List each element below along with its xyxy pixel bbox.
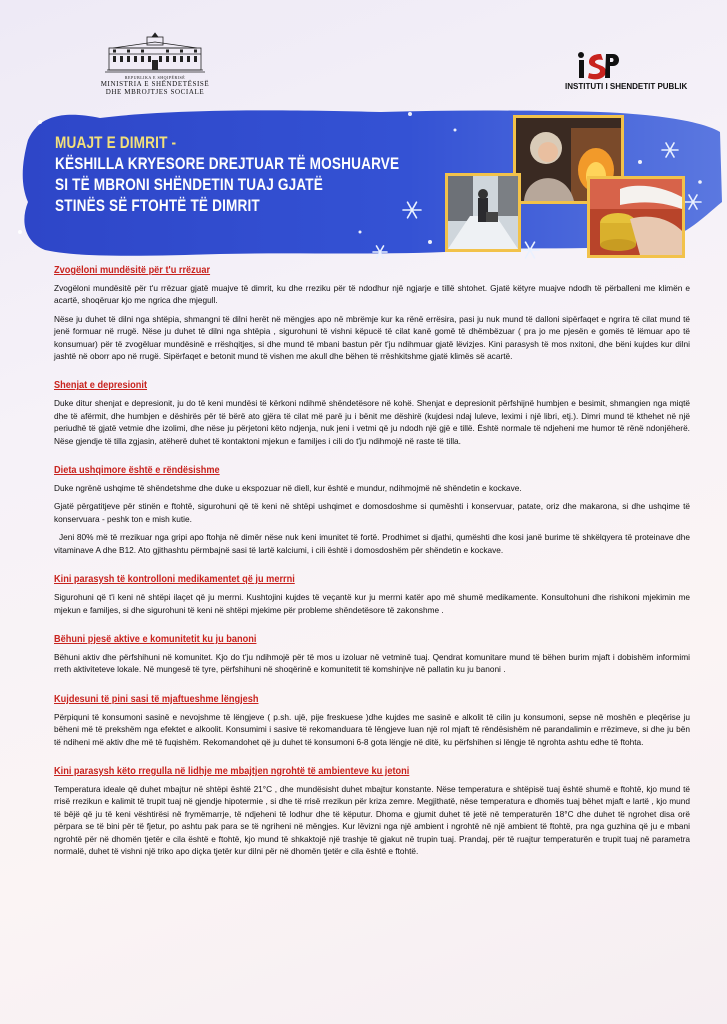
section-paragraph: Duke ngrënë ushqime të shëndetshme dhe duke u ekspozuar në diell, kur është e mundur, ndihmojmë në shëndetin e kockave. bbox=[54, 483, 522, 494]
section-paragraph: Temperatura ideale që duhet mbajtur në shtëpi është 21°C , dhe mundësisht duhet mbajtur konstante. Nëse temperatura e shtëpisë tuaj është shumë e ftohtë, kjo mund të rrisë rrezikun e kalimit të trupit tuaj në gjendje hipotermie , si dhe të rrisë rrezikun për kriza zemre. Megjithatë, nëse temperatura e dhomës tuaj bëhet mjaft e lartë , kjo mund të bëjë që ju të keni vështirësi në frymëmarrje, të ndjeheni të lodhur dhe të këputur. Dhoma e gjumit duhet të jetë në temperaturën 18°C dhe duhet të ngrohet disa orë përpara se të bini për të fjetur, po ashtu pak para se të ngriheni në mëngjes. Kur lëvizni nga një ambient i ngrohtë në një ambient të ftohtë, pra nga guzhina që ju e mbani ngrohtë për në dhomën tjetër e cila është e ftohtë, kjo mund të shkaktojë një trashje të gjakut në trupin tuaj. Prandaj, për të ruajtur temperaturën e trupit tuaj në parametra normalë, duhet të vishni një triko apo diçka tjetër kur dilni për në dhomën tjetër e cila është e ftohtë. bbox=[54, 783, 690, 856]
section-heading: Kini parasysh të kontrolloni medikamentet që ju merrni bbox=[54, 574, 295, 586]
section-heading: Zvogëloni mundësitë për t'u rrëzuar bbox=[54, 265, 211, 276]
photo-snowy-street bbox=[445, 173, 521, 252]
section-paragraph: Jeni 80% më të rrezikuar nga gripi apo ftohja në dimër nëse nuk keni imunitet të fortë. Prodhimet si djathi, qumështi dhe kosi janë burime të shkëlqyera të proteinave dhe vitaminave A dhe B12. Ato gjithashtu përmbajnë sasi të lartë kalciumi, i cili është i domosdoshëm për shëndetin e kockave. bbox=[54, 532, 690, 555]
title-line1: MUAJT E DIMRIT - bbox=[55, 133, 177, 152]
isp-logo bbox=[565, 50, 688, 91]
section-heating bbox=[54, 766, 690, 857]
section-paragraph: Duke ditur shenjat e depresionit, ju do të keni mundësi të kërkoni ndihmë shëndetësore në kohë. Shenjat e depresionit përfshijnë humbjen e besimit, shmangien nga miqtë dhe të afërmit, dhe humbjen e dëshirës për të bërë ato gjëra të cilat më parë ju i bënit me dëshirë (kujdesi ndaj luleve, leximi i një libri, etj.). Dimri mund të kthehet në një periudhë të gjatë vetmie dhe izolimi, dhe nëse ju përjetoni këto ndjenja, nuk jeni i vetmi që ju ndodh një gjë e tillë. Është normale të ndjeheni me humor të rënë ndonjëherë. Nëse gjendje të tilla zgjasin, atëherë duhet të kontaktoni mjekun e familjes i cili do t'ju ndihmojë në raste të tilla. bbox=[54, 398, 690, 446]
section-heading: Kini parasysh këto rregulla në lidhje me mbajtjen ngrohtë të ambienteve ku jetoni bbox=[54, 765, 410, 777]
institute-name: INSTITUTI I SHENDETIT PUBLIK bbox=[565, 82, 688, 91]
section-paragraph: Nëse ju duhet të dilni nga shtëpia, shmangni të dilni herët në mëngjes apo në mbrëmje kur ka rënë errësira, pasi ju nuk mund të dalloni sipërfaqet e ngrira të cilat mund të jenë formuar në rrugë. Nëse ju duhet të dilni nga shtëpia , sigurohuni të vishni këpucë të cilat kanë gomë të dhëmbëzuar ( pra jo me pjesën e gomës të lëmuar apo të konsumuar) për të zvogëluar mundësinë e rrëshqitjes, si dhe mund të mbani bastun për t'ju ndihmuar gjatë lëvizjes. Kini parasysh të mos nxitoni, dhe bëni kujdes kur dilni jashtë në oborr apo në rrugë. Sipërfaqet e betonit mund të vishen me akull dhe bëhen të rrëshkitshme gjatë klimës së acartë. bbox=[54, 313, 690, 362]
title-line3: SI TË MBRONI SHËNDETIN TUAJ GJATË bbox=[55, 175, 323, 194]
section-medications bbox=[54, 574, 690, 616]
ministry-building-icon bbox=[103, 30, 207, 74]
section-heading: Dieta ushqimore është e rëndësishme bbox=[54, 465, 220, 477]
section-paragraph: Zvogëloni mundësitë për t'u rrëzuar gjatë muajve të dimrit, ku dhe rreziku për të ndodhur një ngjarje e tillë shtohet. Gjatë këtyre muajve ndodh të përballeni me klimën e acartë, shoqëruar kjo me ngrica dhe mjegull. bbox=[54, 283, 690, 306]
section-heading: Shenjat e depresionit bbox=[54, 380, 148, 392]
section-paragraph: Sigurohuni që t'i keni në shtëpi ilaçet që ju merrni. Kushtojini kujdes të veçantë kur ju merrni katër apo më shumë medikamente. Konsultohuni dhe rishikoni mjekimin me mjekun e familjes, si dhe sigurohuni të keni në shtëpi mjekime për probleme shëndetësore të zakonshme . bbox=[54, 592, 690, 615]
section-depression bbox=[54, 380, 690, 447]
header bbox=[0, 0, 727, 100]
section-heading: Bëhuni pjesë aktive e komunitetit ku ju banoni bbox=[54, 633, 257, 645]
title-line4: STINËS SË FTOHTË TË DIMRIT bbox=[55, 196, 260, 215]
ministry-logo bbox=[95, 30, 215, 96]
poster-title bbox=[55, 132, 445, 216]
ministry-line2: MINISTRIA E SHËNDETËSISË bbox=[100, 80, 210, 88]
ministry-line1: REPUBLIKA E SHQIPËRISË bbox=[124, 75, 186, 80]
ministry-line3: DHE MBROJTJES SOCIALE bbox=[105, 88, 205, 96]
section-community bbox=[54, 634, 690, 676]
section-paragraph: Përpiquni të konsumoni sasinë e nevojshme të lëngjeve ( p.sh. ujë, pije freskuese )dhe kujdes me sasinë e alkolit të cilin ju konsumoni, sepse në moshën e pleqërise ju bëheni më të prekshëm nga efektet e alkoolit. Konsumimi i sasive të rekomanduara të lëngjeve luan një rol mjaft të rëndësishëm në parandalimin e rrëzimeve, si dhe ju bën të ndiheni më aktiv dhe më të fuqishëm. Rekomandohet që ju duhet të konsumoni 6-8 gota lëngje në ditë, ku përfshihen si lëngje të ngrohta ashtu edhe të ftohta. bbox=[54, 711, 690, 747]
section-paragraph: Bëhuni aktiv dhe përfshihuni në komunitet. Kjo do t'ju ndihmojë për të mos u izoluar në vetminë tuaj. Qendrat komunitare mund të bëhen burim mjaft i dobishëm informimi rreth aktiviteteve lokale. Në mungesë të tyre, përfshihuni në shoqërinë e komunitetit të komshinjve në pallatin ku ju banoni . bbox=[54, 651, 690, 675]
section-falls bbox=[54, 265, 690, 362]
title-line2: KËSHILLA KRYESORE DREJTUAR TË MOSHUARVE bbox=[55, 154, 400, 173]
section-heading: Kujdesuni të pini sasi të mjaftueshme lëngjesh bbox=[54, 693, 259, 705]
content-body bbox=[54, 265, 690, 863]
photo-warm-drink bbox=[587, 176, 685, 258]
section-paragraph: Gjatë përgatitjeve për stinën e ftohtë, sigurohuni që të keni në shtëpi ushqimet e domosdoshme si qumështi i konservuar, patate, oriz dhe makarona, si dhe ushqime të konservuara - peshk ton e mish kutie. bbox=[54, 501, 690, 524]
isp-logo-mark-icon bbox=[575, 50, 623, 80]
section-fluids bbox=[54, 694, 690, 748]
section-diet bbox=[54, 465, 690, 556]
